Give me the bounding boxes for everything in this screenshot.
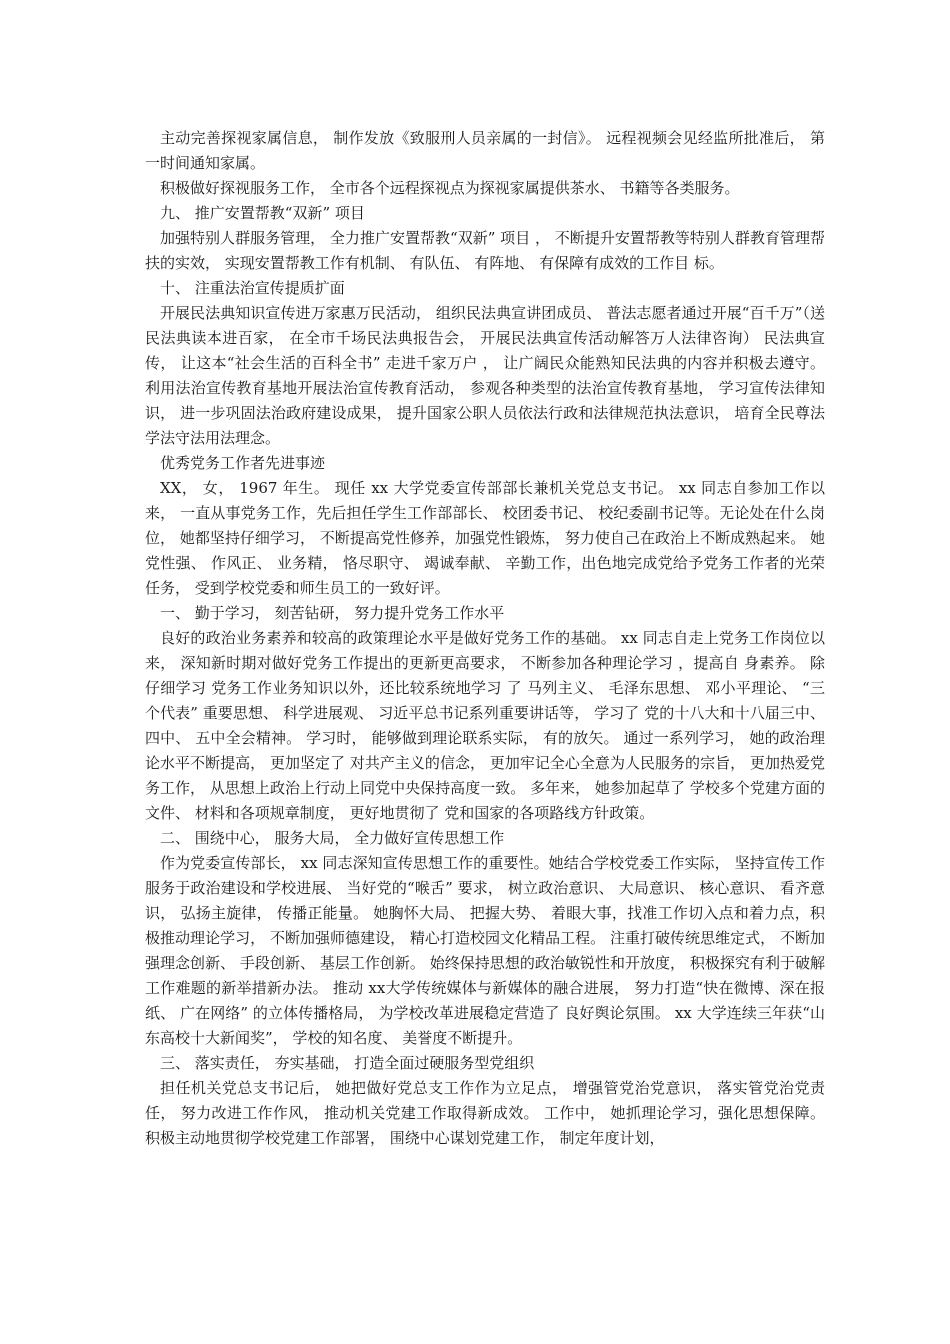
paragraph-visit-service: 积极做好探视服务工作， 全市各个远程探视点为探视家属提供茶水、 书籍等各类服务。 (160, 179, 740, 197)
heading-three: 三、 落实责任， 夯实基础， 打造全面过硬服务型党组织 (160, 1054, 535, 1072)
paragraph-profile: XX， 女， 1967 年生。 现任 xx 大学党委宣传部部长兼机关党总支书记。 xx 同志自参加工作以来， 一直从事党务工作，先后担任学生工作部部长、 校团委书记、 校纪委副书记等。无论处在什么岗位， 她都坚持仔细学习， 不断提高党性修养，加强党性锻炼， 努力使自己在政治上不断成熟起来。 她党性强、 作风正、 业务精， 恪尽职守、 竭诚奉献、 辛勤工作，出色地完成党给予党务工作者的光荣任务， 受到学校党委和师生员工的一致好评。 (145, 479, 825, 597)
paragraph-propaganda: 作为党委宣传部长， xx 同志深知宣传思想工作的重要性。她结合学校党委工作实际， 坚持宣传工作服务于政治建设和学校进展、 当好党的“喉舌” 要求， 树立政治意识、 大局意识、 核心意识、 看齐意识， 弘扬主旋律， 传播正能量。 她胸怀大局、 把握大势、 着眼大事，找准工作切入点和着力点，积极推动理论学习， 不断加强师德建设， 精心打造校园文化精品工程。 注重打破传统思维定式， 不断加强理念创新、 手段创新、 基层工作创新。 始终保持思想的政治敏锐性和开放度， 积极探究有利于破解工作难题的新举措新办法。 推动 xx大学传统媒体与新媒体的融合进展， 努力打造“快在微博、深在报纸、 广在网络” 的立体传播格局， 为学校改革进展稳定营造了 良好舆论氛围。 xx 大学连续三年获“山东高校十大新闻奖”， 学校的知名度、 美誉度不断提升。 (145, 854, 825, 1047)
heading-excellent-worker: 优秀党务工作者先进事迹 (160, 454, 326, 472)
paragraph-civil-code: 开展民法典知识宣传进万家惠万民活动， 组织民法典宣讲团成员、 普法志愿者通过开展“百千万”（送民法典读本进百家， 在全市千场民法典报告会， 开展民法典宣传活动解答万人法律咨询） 民法典宣传， 让这本“社会生活的百科全书” 走进千家万户 ， 让广阔民众能熟知民法典的内容并积极去遵守。 利用法治宣传教育基地开展法治宣传教育活动， 参观各种类型的法治宣传教育基地， 学习宣传法律知识， 进一步巩固法治政府建设成果， 提升国家公职人员依法行政和法律规范执法意识， 培育全民尊法学法守法用法理念。 (145, 304, 830, 447)
heading-one: 一、 勤于学习， 刻苦钻研， 努力提升党务工作水平 (160, 604, 505, 622)
document-page (145, 126, 830, 1151)
heading-ten: 十、 注重法治宣传提质扩面 (160, 279, 345, 297)
heading-two: 二、 围绕中心， 服务大局， 全力做好宣传思想工作 (160, 829, 505, 847)
paragraph-study: 良好的政治业务素养和较高的政策理论水平是做好党务工作的基础。 xx 同志自走上党务工作岗位以来， 深知新时期对做好党务工作提出的更新更高要求， 不断参加各种理论学习 ，提高自 身素养。 除仔细学习 党务工作业务知识以外，还比较系统地学习 了 马列主义、 毛泽东思想、 邓小平理论、 “三个代表” 重要思想、 科学进展观、 习近平总书记系列重要讲话等， 学习了 党的十八大和十八届三中、 四中、 五中全会精神。 学习时， 能够做到理论联系实际， 有的放矢。 通过一系列学习， 她的政治理论水平不断提高， 更加坚定了 对共产主义的信念， 更加牢记全心全意为人民服务的宗旨， 更加热爱党务工作， 从思想上政治上行动上同党中央保持高度一致。 多年来， 她参加起草了 学校多个党建方面的文件、 材料和各项规章制度， 更好地贯彻了 党和国家的各项路线方针政策。 (145, 629, 830, 822)
paragraph-resettlement: 加强特别人群服务管理， 全力推广安置帮教“双新” 项目 ， 不断提升安置帮教等特别人群教育管理帮扶的实效， 实现安置帮教工作有机制、 有队伍、 有阵地、 有保障有成效的工作目 标。 (145, 229, 825, 272)
heading-nine: 九、 推广安置帮教“双新” 项目 (160, 204, 365, 222)
paragraph-responsibility: 担任机关党总支书记后， 她把做好党总支工作作为立足点， 增强管党治党意识， 落实管党治党责任， 努力改进工作作风， 推动机关党建工作取得新成效。 工作中， 她抓理论学习，强化思想保障。 积极主动地贯彻学校党建工作部署， 围绕中心谋划党建工作， 制定年度计划， (145, 1079, 830, 1147)
paragraph-visit-family-info: 主动完善探视家属信息， 制作发放《致服刑人员亲属的一封信》。 远程视频会见经监所批准后， 第一时间通知家属。 (145, 129, 825, 172)
